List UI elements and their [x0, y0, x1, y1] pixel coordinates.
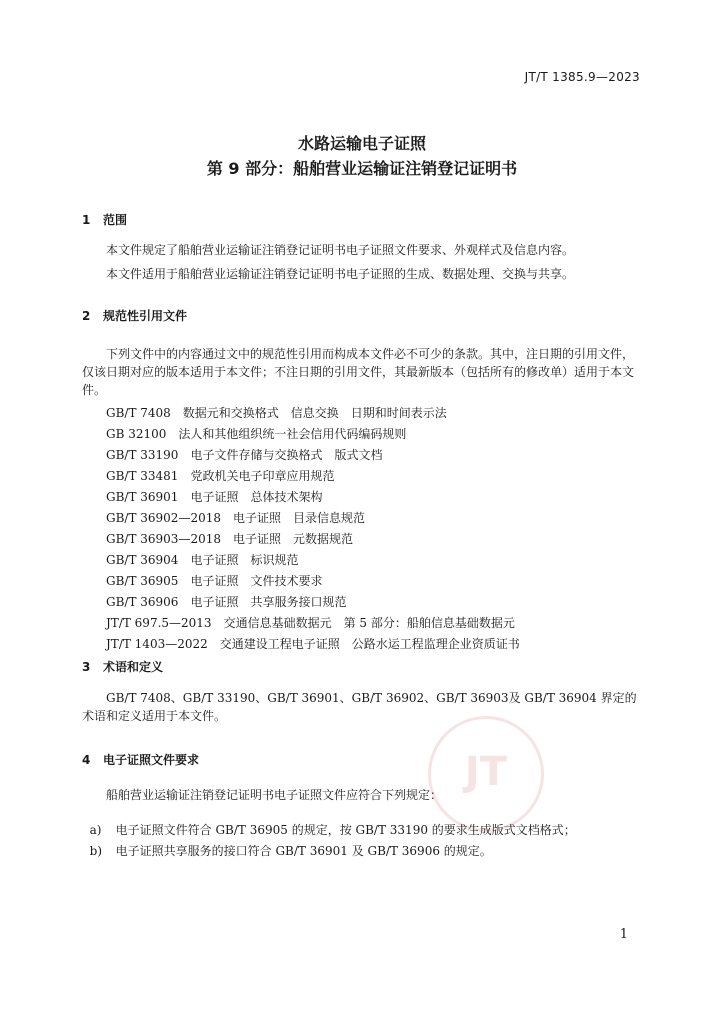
list-text: 电子证照共享服务的接口符合 GB/T 36901 及 GB/T 36906 的规定。 — [115, 844, 492, 858]
list-text: 电子证照文件符合 GB/T 36905 的规定，按 GB/T 33190 的要求生成版式文档格式； — [115, 823, 576, 837]
section-3-heading — [82, 658, 163, 675]
section-title: 规范性引用文件 — [103, 309, 188, 323]
document-title: 水路运输电子证照 — [297, 134, 426, 153]
list-label: a) — [89, 823, 102, 837]
reference-item: GB/T 33481 党政机关电子印章应用规范 — [106, 469, 335, 483]
paragraph: 下列文件中的内容通过文中的规范性引用而构成本文件必不可少的条款。其中，注日期的引用文件，仅该日期对应的版本适用于本文件；不注日期的引用文件，其最新版本（包括所有的修改单）适用于本文件。 — [82, 347, 635, 397]
section-title: 范围 — [103, 213, 128, 227]
section-number: 3 — [82, 660, 91, 674]
section-title: 电子证照文件要求 — [103, 753, 200, 767]
section-number: 2 — [82, 309, 91, 323]
list-item — [82, 828, 492, 859]
reference-item: GB/T 7408 数据元和交换格式 信息交换 日期和时间表示法 — [106, 406, 447, 420]
paragraph: GB/T 7408、GB/T 33190、GB/T 36901、GB/T 36902、GB/T 36903及 GB/T 36904 界定的术语和定义适用于本文件。 — [82, 691, 637, 723]
reference-item: GB/T 36902—2018 电子证照 目录信息规范 — [106, 511, 365, 525]
section-number: 1 — [82, 213, 91, 227]
list-label: b) — [89, 844, 103, 858]
reference-item: GB/T 33190 电子文件存储与交换格式 版式文档 — [106, 448, 383, 462]
reference-item: GB/T 36906 电子证照 共享服务接口规范 — [106, 595, 347, 609]
reference-item: GB/T 36901 电子证照 总体技术架构 — [106, 490, 323, 504]
paragraph: 本文件适用于船舶营业运输证注销登记证明书电子证照的生成、数据处理、交换与共享。 — [106, 267, 575, 281]
paragraph: 船舶营业运输证注销登记证明书电子证照文件应符合下列规定： — [106, 788, 443, 802]
page-number: 1 — [619, 927, 628, 942]
watermark-text: JT — [464, 749, 508, 795]
reference-item: GB/T 36905 电子证照 文件技术要求 — [106, 574, 323, 588]
reference-item: JT/T 1403—2022 交通建设工程电子证照 公路水运工程监理企业资质证书 — [106, 637, 520, 651]
reference-item: JT/T 697.5—2013 交通信息基础数据元 第 5 部分：船舶信息基础数据元 — [106, 616, 515, 630]
paragraph: 本文件规定了船舶营业运输证注销登记证明书电子证照文件要求、外观样式及信息内容。 — [106, 243, 575, 257]
section-1-heading — [82, 211, 127, 228]
standard-code: JT/T 1385.9—2023 — [524, 70, 640, 84]
section-2-heading — [82, 307, 187, 324]
reference-item: GB/T 36904 电子证照 标识规范 — [106, 553, 299, 567]
section-number: 4 — [82, 753, 91, 767]
document-subtitle: 第 9 部分：船舶营业运输证注销登记证明书 — [206, 159, 518, 178]
section-title: 术语和定义 — [103, 660, 164, 674]
reference-item: GB 32100 法人和其他组织统一社会信用代码编码规则 — [106, 427, 407, 441]
section-4-heading — [82, 751, 199, 768]
reference-item: GB/T 36903—2018 电子证照 元数据规范 — [106, 532, 353, 546]
